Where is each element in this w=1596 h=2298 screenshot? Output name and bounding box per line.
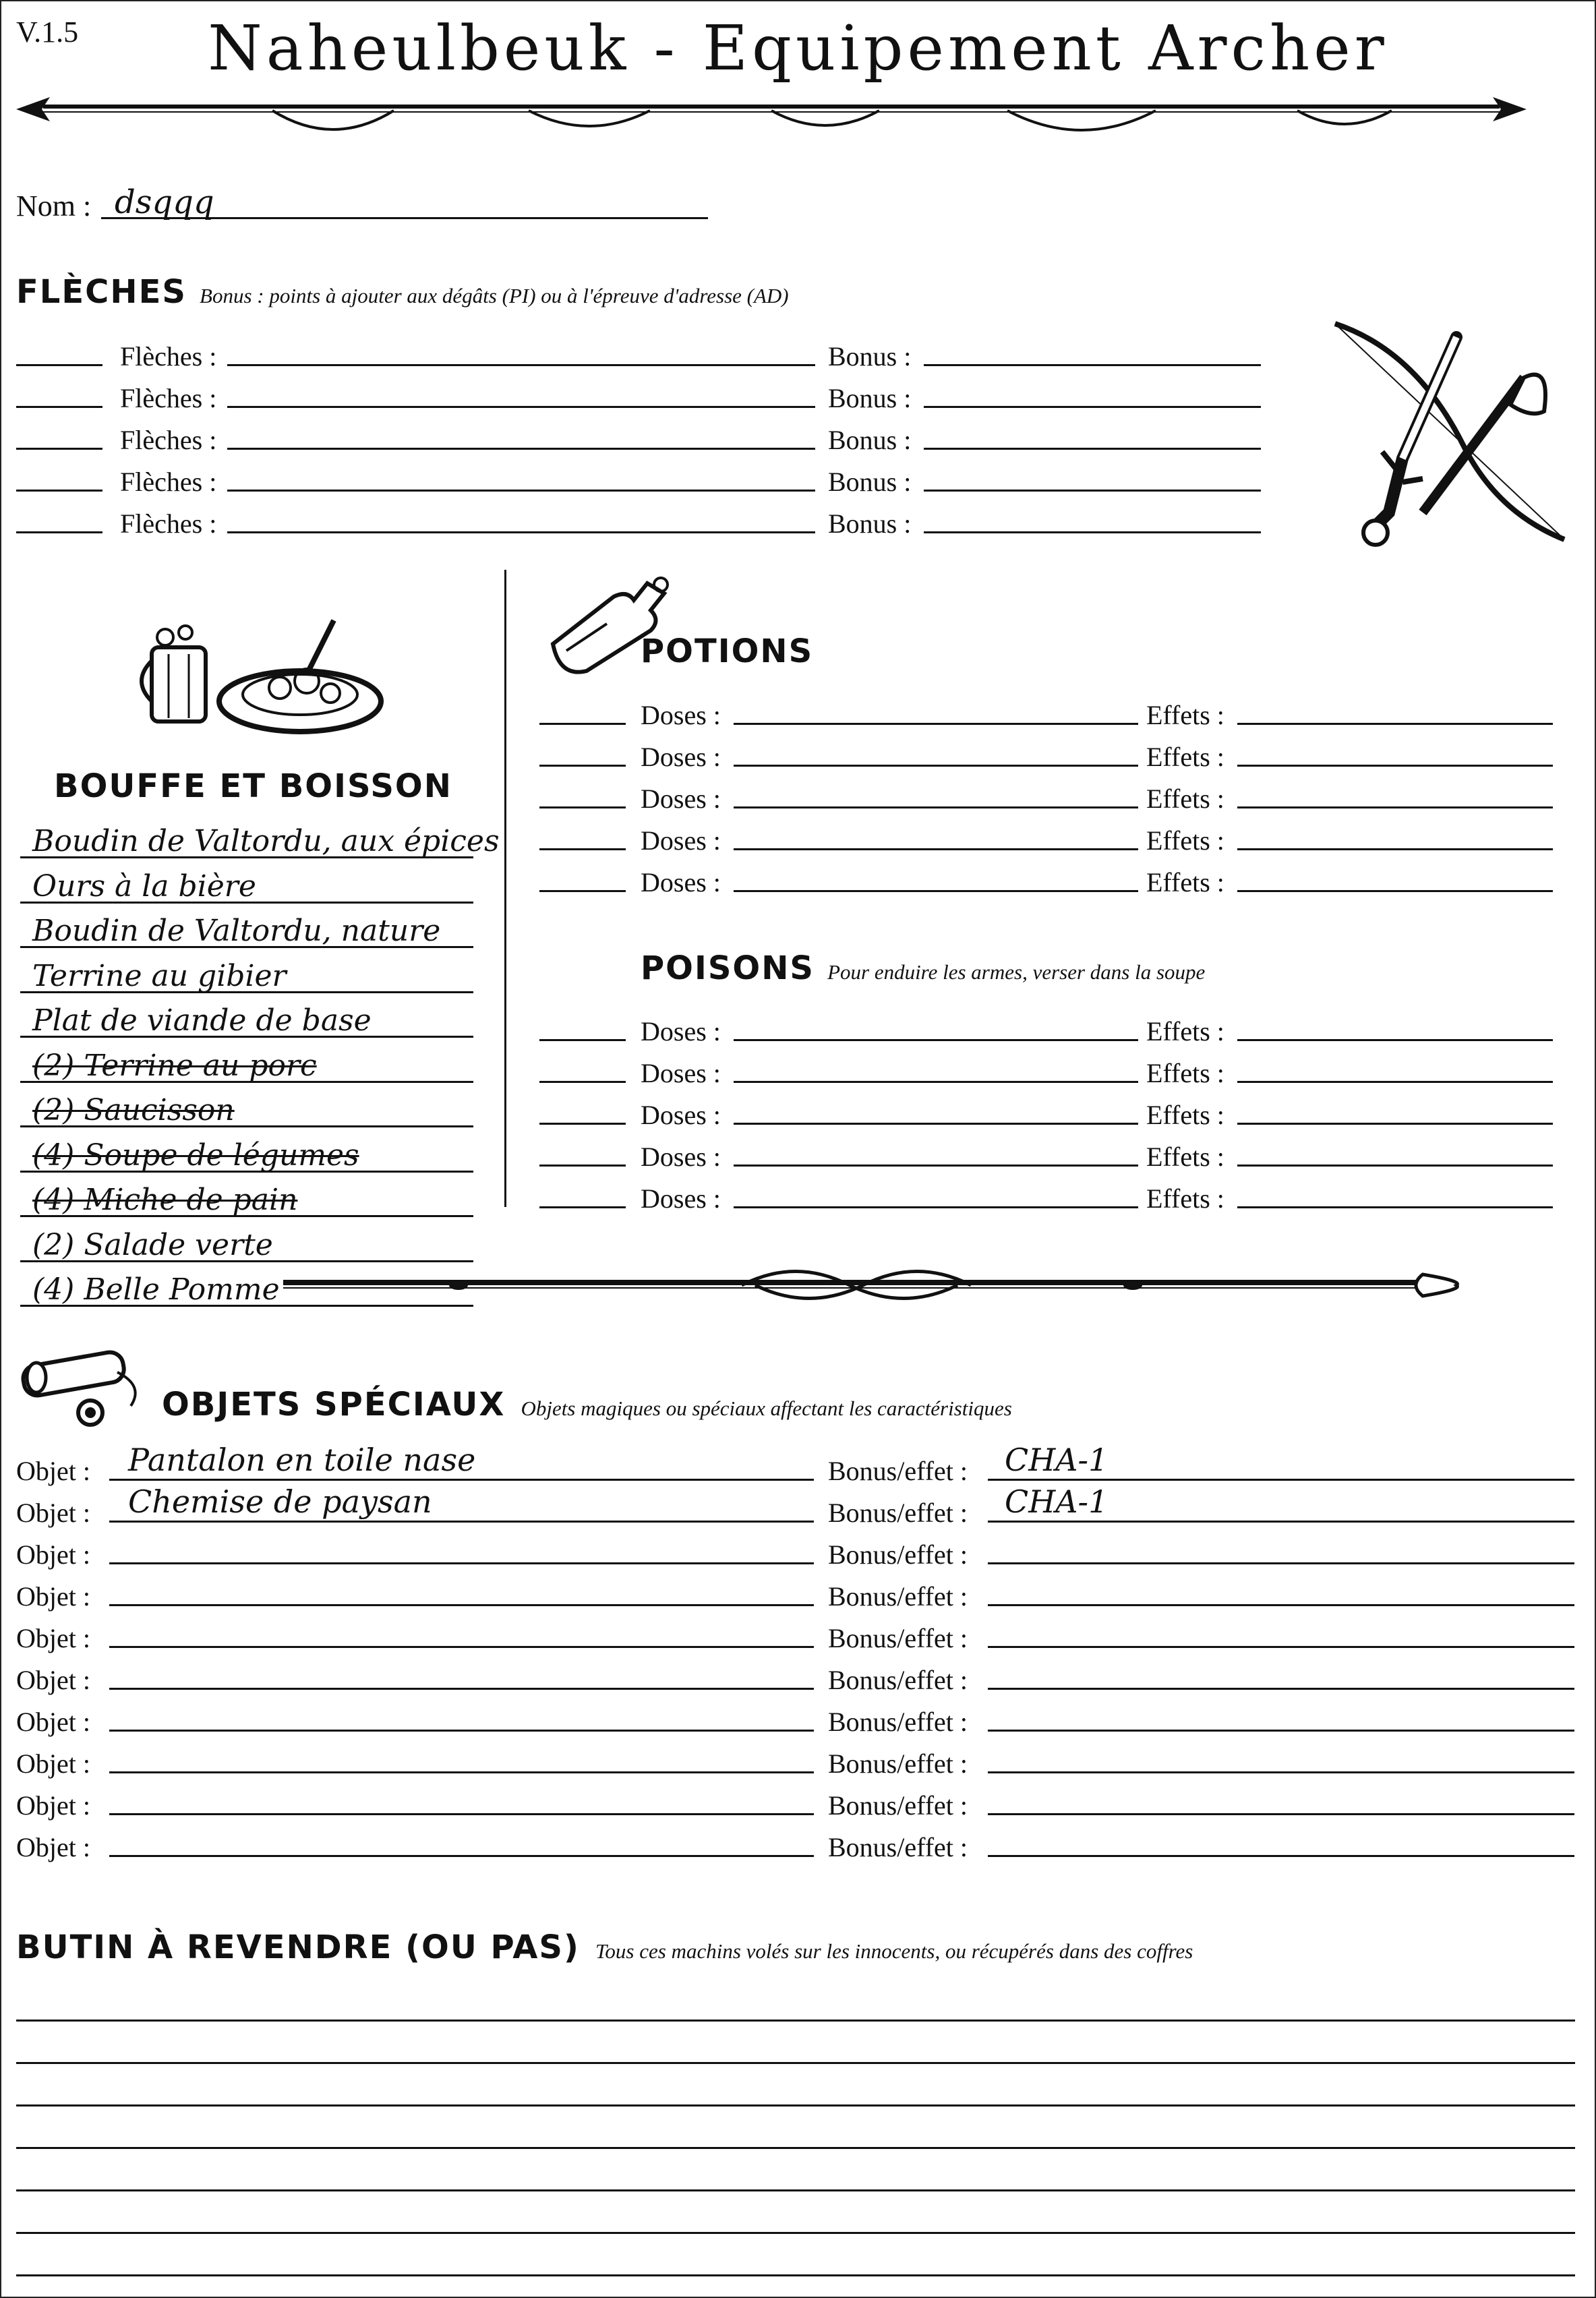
object-line xyxy=(109,1771,814,1773)
food-mug-plate-icon xyxy=(138,607,388,742)
potion-effects-label: Effets : xyxy=(1146,742,1224,772)
poisons-heading: POISONS xyxy=(641,949,815,987)
poison-count-field[interactable] xyxy=(539,1081,626,1083)
potion-doses-label: Doses : xyxy=(641,784,721,814)
bonus-effect-label: Bonus/effet : xyxy=(828,1665,968,1695)
bonus-effect-field[interactable]: CHA-1 xyxy=(1005,1483,1109,1520)
arrow-count-field[interactable] xyxy=(16,490,102,492)
bonus-effect-label: Bonus/effet : xyxy=(828,1748,968,1779)
bonus-effect-line xyxy=(988,1479,1574,1481)
loot-line[interactable] xyxy=(16,2189,1575,2191)
potion-effects-field[interactable] xyxy=(1237,723,1553,725)
poison-doses-field[interactable] xyxy=(734,1123,1138,1125)
object-line xyxy=(109,1562,814,1564)
food-item[interactable]: (4) Soupe de légumes xyxy=(32,1138,359,1173)
potion-count-field[interactable] xyxy=(539,723,626,725)
potion-count-field[interactable] xyxy=(539,848,626,850)
bonus-effect-line xyxy=(988,1771,1574,1773)
staff-divider-icon xyxy=(283,1261,1463,1308)
arrow-bonus-field[interactable] xyxy=(924,531,1261,533)
loot-line[interactable] xyxy=(16,2232,1575,2234)
object-field[interactable]: Pantalon en toile nase xyxy=(128,1442,476,1478)
object-line xyxy=(109,1688,814,1690)
poison-effects-field[interactable] xyxy=(1237,1039,1553,1041)
potion-effects-field[interactable] xyxy=(1237,765,1553,767)
object-line xyxy=(109,1521,814,1523)
food-heading: BOUFFE ET BOISSON xyxy=(54,767,452,805)
poison-doses-label: Doses : xyxy=(641,1142,721,1172)
arrow-name-field[interactable] xyxy=(227,364,815,366)
object-line xyxy=(109,1479,814,1481)
food-item[interactable]: Plat de viande de base xyxy=(32,1003,372,1038)
arrow-bonus-label: Bonus : xyxy=(828,425,912,455)
potion-doses-field[interactable] xyxy=(734,765,1138,767)
object-line xyxy=(109,1730,814,1732)
bonus-effect-label: Bonus/effet : xyxy=(828,1539,968,1570)
bonus-effect-label: Bonus/effet : xyxy=(828,1707,968,1737)
food-item[interactable]: Terrine au gibier xyxy=(32,958,287,993)
arrow-row-label: Flèches : xyxy=(120,383,217,413)
arrow-bonus-field[interactable] xyxy=(924,406,1261,408)
arrow-count-field[interactable] xyxy=(16,448,102,450)
object-label: Objet : xyxy=(16,1790,90,1821)
arrow-bonus-field[interactable] xyxy=(924,364,1261,366)
object-label: Objet : xyxy=(16,1539,90,1570)
arrow-count-field[interactable] xyxy=(16,531,102,533)
potion-effects-label: Effets : xyxy=(1146,784,1224,814)
potion-effects-field[interactable] xyxy=(1237,806,1553,808)
arrow-row-label: Flèches : xyxy=(120,467,217,497)
bonus-effect-line xyxy=(988,1604,1574,1606)
arrow-name-field[interactable] xyxy=(227,490,815,492)
poison-doses-field[interactable] xyxy=(734,1081,1138,1083)
poisons-subtitle: Pour enduire les armes, verser dans la soupe xyxy=(827,960,1206,984)
arrow-bonus-label: Bonus : xyxy=(828,508,912,539)
poison-count-field[interactable] xyxy=(539,1206,626,1208)
arrow-bonus-label: Bonus : xyxy=(828,383,912,413)
arrow-bonus-field[interactable] xyxy=(924,448,1261,450)
arrow-row-label: Flèches : xyxy=(120,425,217,455)
object-label: Objet : xyxy=(16,1456,90,1486)
object-label: Objet : xyxy=(16,1665,90,1695)
potion-effects-field[interactable] xyxy=(1237,848,1553,850)
food-item[interactable]: (4) Miche de pain xyxy=(32,1183,298,1217)
name-label: Nom : xyxy=(16,189,92,223)
poison-effects-label: Effets : xyxy=(1146,1183,1224,1214)
poison-effects-label: Effets : xyxy=(1146,1016,1224,1047)
arrow-name-field[interactable] xyxy=(227,448,815,450)
name-field[interactable]: dsqqq xyxy=(115,183,214,221)
special-subtitle: Objets magiques ou spéciaux affectant les caractéristiques xyxy=(521,1396,1012,1420)
object-line xyxy=(109,1604,814,1606)
poison-count-field[interactable] xyxy=(539,1165,626,1167)
food-item[interactable]: (2) Terrine au porc xyxy=(32,1048,317,1083)
poison-doses-field[interactable] xyxy=(734,1165,1138,1167)
bonus-effect-label: Bonus/effet : xyxy=(828,1498,968,1528)
object-label: Objet : xyxy=(16,1623,90,1653)
bonus-effect-line xyxy=(988,1562,1574,1564)
column-divider xyxy=(504,570,506,1207)
food-item[interactable]: Boudin de Valtordu, nature xyxy=(32,914,441,948)
arrow-bonus-field[interactable] xyxy=(924,490,1261,492)
loot-section-header xyxy=(16,1928,1193,1966)
loot-line[interactable] xyxy=(16,2147,1575,2149)
loot-line[interactable] xyxy=(16,2062,1575,2064)
poison-doses-label: Doses : xyxy=(641,1100,721,1130)
poison-doses-label: Doses : xyxy=(641,1016,721,1047)
potion-doses-field[interactable] xyxy=(734,806,1138,808)
arrow-name-field[interactable] xyxy=(227,531,815,533)
arrow-row-label: Flèches : xyxy=(120,341,217,372)
bonus-effect-line xyxy=(988,1730,1574,1732)
potion-effects-label: Effets : xyxy=(1146,825,1224,856)
crossed-weapons-icon xyxy=(1322,310,1571,553)
object-label: Objet : xyxy=(16,1832,90,1862)
poison-doses-label: Doses : xyxy=(641,1183,721,1214)
bonus-effect-line xyxy=(988,1855,1574,1857)
poison-effects-field[interactable] xyxy=(1237,1081,1553,1083)
poison-effects-label: Effets : xyxy=(1146,1058,1224,1088)
poison-effects-field[interactable] xyxy=(1237,1165,1553,1167)
arrows-heading: FLÈCHES xyxy=(16,273,187,311)
arrow-row-label: Flèches : xyxy=(120,508,217,539)
loot-line[interactable] xyxy=(16,2020,1575,2022)
bonus-effect-line xyxy=(988,1813,1574,1815)
potion-doses-label: Doses : xyxy=(641,742,721,772)
potion-doses-label: Doses : xyxy=(641,700,721,730)
poison-effects-field[interactable] xyxy=(1237,1206,1553,1208)
special-heading: OBJETS SPÉCIAUX xyxy=(162,1386,506,1423)
bonus-effect-label: Bonus/effet : xyxy=(828,1623,968,1653)
poison-count-field[interactable] xyxy=(539,1123,626,1125)
arrows-section-header xyxy=(16,273,789,311)
loot-line[interactable] xyxy=(16,2104,1575,2106)
object-label: Objet : xyxy=(16,1707,90,1737)
version-label: V.1.5 xyxy=(16,16,79,49)
food-item[interactable]: (2) Salade verte xyxy=(32,1227,273,1262)
potion-effects-label: Effets : xyxy=(1146,867,1224,897)
potion-count-field[interactable] xyxy=(539,806,626,808)
potion-doses-label: Doses : xyxy=(641,867,721,897)
potion-effects-field[interactable] xyxy=(1237,890,1553,892)
object-label: Objet : xyxy=(16,1748,90,1779)
bonus-effect-label: Bonus/effet : xyxy=(828,1832,968,1862)
potion-doses-field[interactable] xyxy=(734,723,1138,725)
food-item[interactable]: Ours à la bière xyxy=(32,868,256,904)
potion-count-field[interactable] xyxy=(539,765,626,767)
special-section-header xyxy=(162,1386,1012,1423)
object-line xyxy=(109,1646,814,1648)
bonus-effect-line xyxy=(988,1521,1574,1523)
object-field[interactable]: Chemise de paysan xyxy=(128,1483,432,1520)
poison-doses-field[interactable] xyxy=(734,1206,1138,1208)
potion-doses-label: Doses : xyxy=(641,825,721,856)
arrow-count-field[interactable] xyxy=(16,364,102,366)
poison-doses-field[interactable] xyxy=(734,1039,1138,1041)
object-line xyxy=(109,1855,814,1857)
potion-count-field[interactable] xyxy=(539,890,626,892)
object-line xyxy=(109,1813,814,1815)
food-item[interactable]: (2) Saucisson xyxy=(32,1093,235,1127)
poison-count-field[interactable] xyxy=(539,1039,626,1041)
food-item[interactable]: Boudin de Valtordu, aux épices xyxy=(32,824,500,858)
poison-effects-field[interactable] xyxy=(1237,1123,1553,1125)
potion-doses-field[interactable] xyxy=(734,890,1138,892)
page-title: Naheulbeuk - Equipement Archer xyxy=(208,12,1388,84)
bonus-effect-field[interactable]: CHA-1 xyxy=(1005,1442,1109,1478)
bonus-effect-label: Bonus/effet : xyxy=(828,1790,968,1821)
bonus-effect-line xyxy=(988,1688,1574,1690)
poison-effects-label: Effets : xyxy=(1146,1100,1224,1130)
food-item[interactable]: (4) Belle Pomme xyxy=(32,1272,280,1307)
poisons-section-header xyxy=(641,949,1205,987)
arrow-bonus-label: Bonus : xyxy=(828,467,912,497)
poison-effects-label: Effets : xyxy=(1146,1142,1224,1172)
bonus-effect-label: Bonus/effet : xyxy=(828,1581,968,1612)
arrow-bonus-label: Bonus : xyxy=(828,341,912,372)
object-label: Objet : xyxy=(16,1498,90,1528)
poison-doses-label: Doses : xyxy=(641,1058,721,1088)
arrow-count-field[interactable] xyxy=(16,406,102,408)
loot-subtitle: Tous ces machins volés sur les innocents, ou récupérés dans des coffres xyxy=(595,1939,1193,1963)
potions-heading: POTIONS xyxy=(641,632,814,670)
object-label: Objet : xyxy=(16,1581,90,1612)
bonus-effect-label: Bonus/effet : xyxy=(828,1456,968,1486)
arrow-name-field[interactable] xyxy=(227,406,815,408)
scroll-ring-icon xyxy=(16,1345,158,1433)
loot-heading: BUTIN À REVENDRE (OU PAS) xyxy=(16,1928,580,1966)
loot-line[interactable] xyxy=(16,2274,1575,2276)
arrow-divider-icon xyxy=(16,88,1527,142)
potion-doses-field[interactable] xyxy=(734,848,1138,850)
bonus-effect-line xyxy=(988,1646,1574,1648)
arrows-subtitle: Bonus : points à ajouter aux dégâts (PI) ou à l'épreuve d'adresse (AD) xyxy=(200,284,789,307)
potion-effects-label: Effets : xyxy=(1146,700,1224,730)
